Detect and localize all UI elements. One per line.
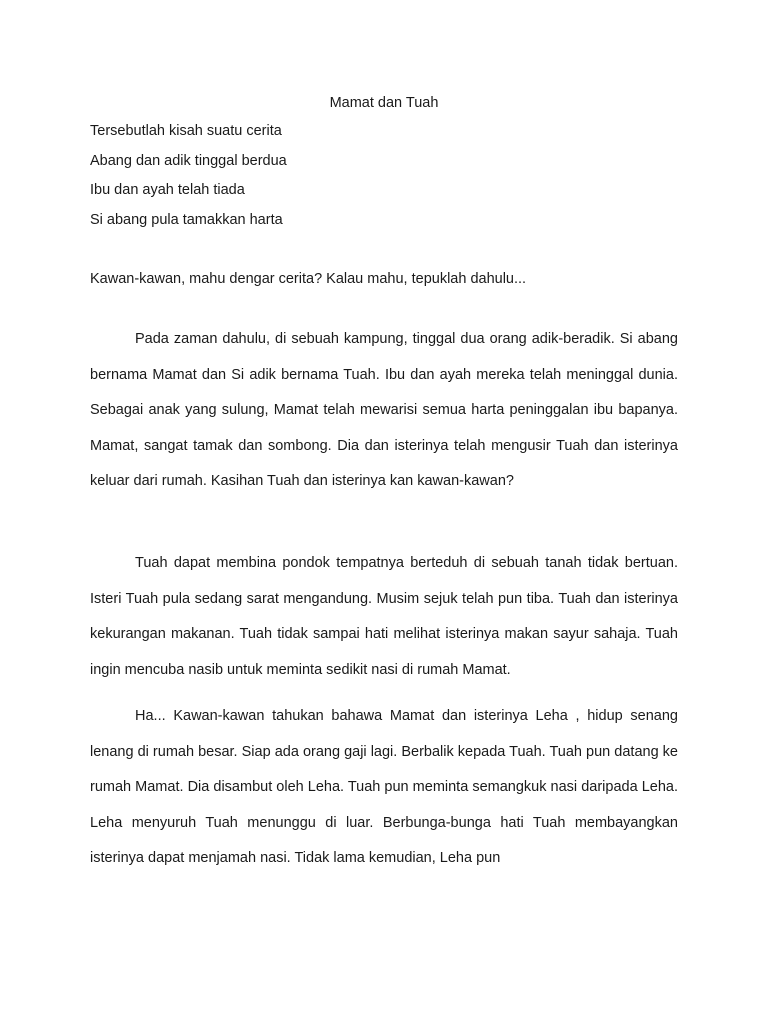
story-paragraph: Ha... Kawan-kawan tahukan bahawa Mamat dan isterinya Leha , hidup senang lenang di rumah besar. Siap ada orang gaji lagi. Berbalik kepada Tuah. Tuah pun datang ke rumah Mamat. Dia disambut oleh Leha. Tuah pun meminta semangkuk nasi daripada Leha. Leha menyuruh Tuah menunggu di luar. Berbunga-bunga hati Tuah membayangkan isterinya dapat menjamah nasi. Tidak lama kemudian, Leha pun	[90, 708, 678, 867]
poem-stanza	[90, 122, 287, 240]
poem-line: Si abang pula tamakkan harta	[90, 211, 283, 228]
invitation-line: Kawan-kawan, mahu dengar cerita? Kalau mahu, tepuklah dahulu...	[90, 271, 527, 287]
document-title: Mamat dan Tuah	[329, 95, 439, 111]
poem-line: Abang dan adik tinggal berdua	[90, 152, 287, 169]
poem-line: Ibu dan ayah telah tiada	[90, 182, 245, 198]
story-paragraph: Tuah dapat membina pondok tempatnya berteduh di sebuah tanah tidak bertuan. Isteri Tuah pula sedang sarat mengandung. Musim sejuk telah pun tiba. Tuah dan isterinya kekurangan makanan. Tuah tidak sampai hati melihat isterinya makan sayur sahaja. Tuah ingin mencuba nasib untuk meminta sedikit nasi di rumah Mamat.	[90, 555, 678, 678]
poem-line: Tersebutlah kisah suatu cerita	[90, 123, 282, 139]
story-paragraph: Pada zaman dahulu, di sebuah kampung, tinggal dua orang adik-beradik. Si abang bernama Mamat dan Si adik bernama Tuah. Ibu dan ayah mereka telah meninggal dunia. Sebagai anak yang sulung, Mamat telah mewarisi semua harta peninggalan ibu bapanya. Mamat, sangat tamak dan sombong. Dia dan isterinya telah mengusir Tuah dan isterinya keluar dari rumah. Kasihan Tuah dan isterinya kan kawan-kawan?	[90, 331, 678, 490]
